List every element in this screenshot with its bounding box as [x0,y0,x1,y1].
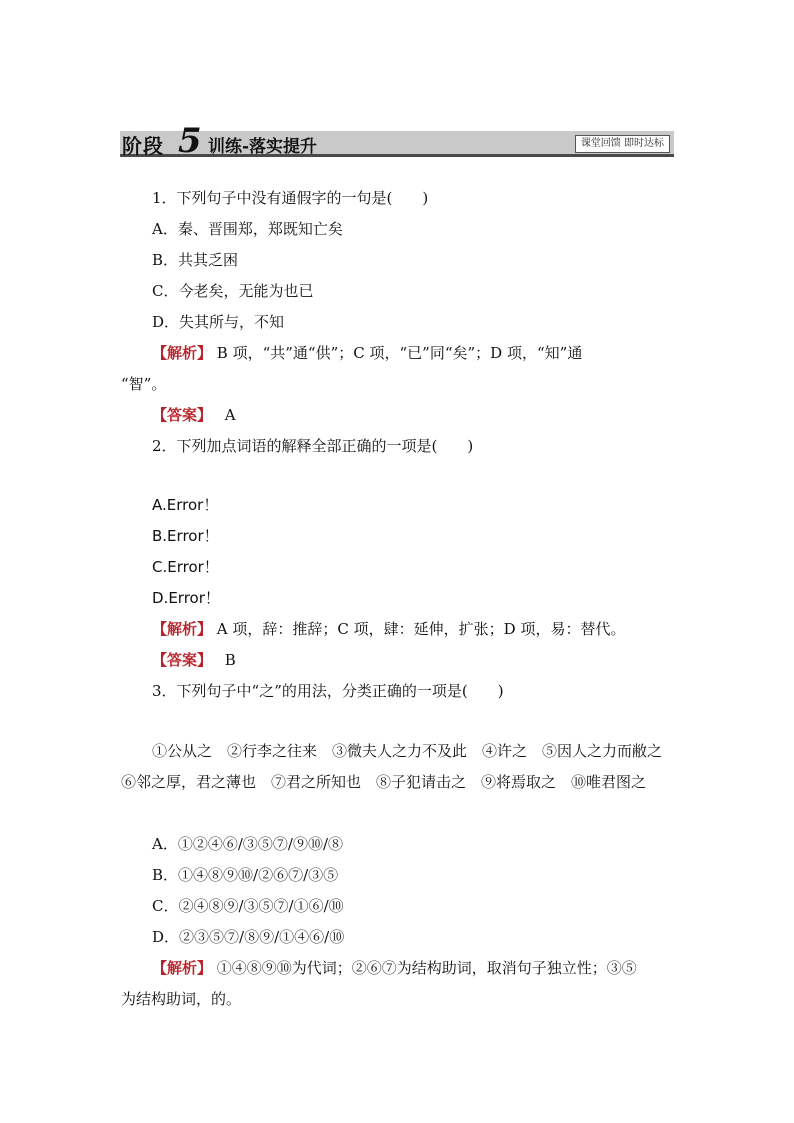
q2-option-a: A.Error！ [152,496,219,514]
banner-title: 训练-落实提升 [208,137,318,157]
q2-option-b: B.Error！ [152,527,219,545]
q3-analysis-label: 【解析】 [152,959,213,977]
banner-stage-label: 阶段 [122,134,164,158]
section-banner [120,121,674,161]
q2-option-c: C.Error！ [152,558,219,576]
q1-option-d: D．失其所与，不知 [152,313,285,331]
q3-analysis [152,958,637,978]
q3-option-d: D．②③⑤⑦/⑧⑨/①④⑥/⑩ [152,928,345,946]
q3-option-a: A．①②④⑥/③⑤⑦/⑨⑩/⑧ [152,835,343,853]
q1-answer-value: A [224,406,236,424]
q3-option-c: C．②④⑧⑨/③⑤⑦/①⑥/⑩ [152,897,344,915]
q3-stem: 3．下列句子中“之”的用法，分类正确的一项是( ) [152,682,504,700]
q2-analysis-label: 【解析】 [152,620,213,638]
q1-stem: 1．下列句子中没有通假字的一句是( ) [152,189,429,207]
q3-passage [121,736,678,798]
q1-option-b: B．共其乏困 [152,251,239,269]
q1-option-a: A．秦、晋围郑，郑既知亡矣 [152,220,343,238]
q3-analysis-cont: 为结构助词，的。 [121,990,242,1008]
q3-analysis-text: ①④⑧⑨⑩为代词；②⑥⑦为结构助词，取消句子独立性；③⑤ [216,959,637,977]
q2-stem: 2．下列加点词语的解释全部正确的一项是( ) [152,437,474,455]
q1-analysis [152,343,582,363]
q1-analysis-cont: “智”。 [121,375,167,393]
q2-analysis-text: A 项，辞：推辞；C 项，肆：延伸，扩张；D 项，易：替代。 [216,620,626,638]
q2-option-d: D.Error！ [152,589,220,607]
q1-option-c: C．今老矣，无能为也已 [152,282,314,300]
q3-option-b: B．①④⑧⑨⑩/②⑥⑦/③⑤ [152,866,339,884]
banner-tag: 课堂回馈 即时达标 [575,135,670,153]
q1-analysis-text: B 项，“共”通“供”；C 项，“已”同“矣”；D 项，“知”通 [216,344,583,362]
q2-answer [152,650,236,670]
q3-passage-text: ①公从之 ②行李之往来 ③微夫人之力不及此 ④许之 ⑤因人之力而敝之 ⑥邻之厚，君之薄也 ⑦君之所知也 ⑧子犯请击之 ⑨将焉取之 ⑩唯君图之 [121,742,678,791]
q1-answer-label: 【答案】 [152,406,213,424]
q1-answer [152,405,236,425]
q1-analysis-label: 【解析】 [152,344,213,362]
q2-analysis [152,619,625,639]
banner-stage-number: 5 [178,121,202,161]
q2-answer-value: B [224,651,236,669]
q2-answer-label: 【答案】 [152,651,213,669]
